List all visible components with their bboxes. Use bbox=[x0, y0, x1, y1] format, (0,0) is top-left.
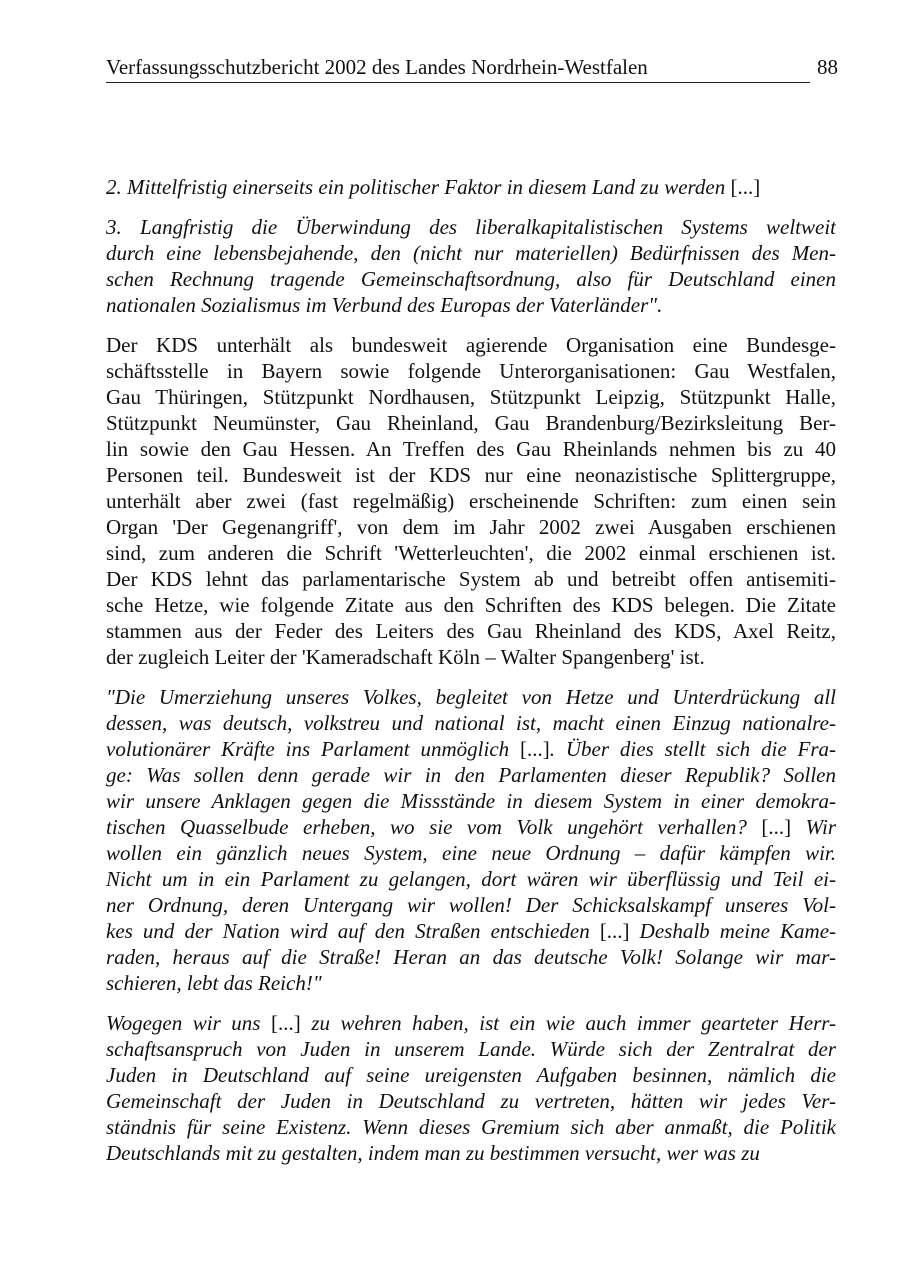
text-line bbox=[106, 1010, 836, 1036]
text-segment: Wir bbox=[791, 815, 836, 839]
text-line bbox=[106, 1036, 836, 1062]
page-header bbox=[106, 54, 838, 84]
text-segment: 2. Mittelfristig einerseits ein politischer Faktor in diesem Land zu werden bbox=[106, 175, 731, 199]
text-segment: durch eine lebensbejahende, den (nicht nur materiellen) Bedürfnissen des Men- bbox=[106, 241, 836, 265]
text-line bbox=[106, 918, 836, 944]
text-segment: schen Rechnung tragende Gemeinschaftsordnung, also für Deutschland einen bbox=[106, 267, 836, 291]
text-segment: ge: Was sollen denn gerade wir in den Parlamenten dieser Republik? Sollen bbox=[106, 763, 836, 787]
text-segment: Der KDS unterhält als bundesweit agierende Organisation eine Bundesge- bbox=[106, 333, 836, 357]
text-segment: nationalen Sozialismus im Verbund des Europas der Vaterländer". bbox=[106, 293, 663, 317]
text-segment: sind, zum anderen die Schrift 'Wetterleuchten', die 2002 einmal erschienen ist. bbox=[106, 541, 836, 565]
text-line bbox=[106, 684, 836, 710]
text-line bbox=[106, 762, 836, 788]
text-segment: dessen, was deutsch, volkstreu und national ist, macht einen Einzug nationalre- bbox=[106, 711, 836, 735]
text-line bbox=[106, 736, 836, 762]
text-line bbox=[106, 1088, 836, 1114]
text-line bbox=[106, 1114, 836, 1140]
ellipsis-marker: [...] bbox=[271, 1011, 301, 1035]
text-segment: Organ 'Der Gegenangriff', von dem im Jahr 2002 zwei Ausgaben erschienen bbox=[106, 515, 836, 539]
text-segment: schaftsanspruch von Juden in unserem Lande. Würde sich der Zentralrat der bbox=[106, 1037, 836, 1061]
text-line bbox=[106, 358, 836, 384]
paragraph bbox=[106, 332, 836, 670]
text-segment: 3. Langfristig die Überwindung des liberalkapitalistischen Systems weltweit bbox=[106, 215, 836, 239]
text-line bbox=[106, 644, 836, 670]
text-line bbox=[106, 332, 836, 358]
text-line bbox=[106, 540, 836, 566]
header-rule bbox=[106, 82, 810, 83]
text-line bbox=[106, 788, 836, 814]
text-segment: raden, heraus auf die Straße! Heran an das deutsche Volk! Solange wir mar- bbox=[106, 945, 836, 969]
text-segment: ner Ordnung, deren Untergang wir wollen! Der Schicksalskampf unseres Vol- bbox=[106, 893, 836, 917]
text-segment: Wogegen wir uns bbox=[106, 1011, 272, 1035]
text-line bbox=[106, 892, 836, 918]
text-line bbox=[106, 566, 836, 592]
text-segment: Personen teil. Bundesweit ist der KDS nur eine neonazistische Splittergruppe, bbox=[106, 463, 836, 487]
text-segment: Gemeinschaft der Juden in Deutschland zu vertreten, hätten wir jedes Ver- bbox=[106, 1089, 836, 1113]
paragraph bbox=[106, 1010, 836, 1166]
paragraph bbox=[106, 174, 836, 200]
text-line bbox=[106, 410, 836, 436]
ellipsis-marker: [...] bbox=[730, 175, 761, 199]
text-line bbox=[106, 174, 836, 200]
text-line bbox=[106, 292, 836, 318]
text-line bbox=[106, 436, 836, 462]
text-line bbox=[106, 1062, 836, 1088]
text-line bbox=[106, 618, 836, 644]
text-line bbox=[106, 710, 836, 736]
text-segment: Der KDS lehnt das parlamentarische System ab und betreibt offen antisemiti- bbox=[106, 567, 836, 591]
text-segment: unterhält aber zwei (fast regelmäßig) erscheinende Schriften: zum einen sein bbox=[106, 489, 836, 513]
text-line bbox=[106, 514, 836, 540]
ellipsis-marker: [...] bbox=[599, 919, 630, 943]
text-line bbox=[106, 462, 836, 488]
text-segment: zu wehren haben, ist ein wie auch immer gearteter Herr- bbox=[300, 1011, 836, 1035]
text-line bbox=[106, 944, 836, 970]
text-line bbox=[106, 840, 836, 866]
paragraph bbox=[106, 684, 836, 996]
text-segment: Nicht um in ein Parlament zu gelangen, dort wären wir überflüssig und Teil ei- bbox=[106, 867, 836, 891]
text-segment: . Über dies stellt sich die Fra- bbox=[549, 737, 836, 761]
text-segment: stammen aus der Feder des Leiters des Gau Rheinland des KDS, Axel Reitz, bbox=[106, 619, 836, 643]
ellipsis-marker: [...] bbox=[761, 815, 792, 839]
text-line bbox=[106, 488, 836, 514]
text-line bbox=[106, 266, 836, 292]
text-segment: lin sowie den Gau Hessen. An Treffen des Gau Rheinlands nehmen bis zu 40 bbox=[106, 437, 836, 461]
text-segment: volutionärer Kräfte ins Parlament unmöglich bbox=[106, 737, 521, 761]
ellipsis-marker: [...] bbox=[520, 737, 550, 761]
text-segment: kes und der Nation wird auf den Straßen entschieden bbox=[106, 919, 600, 943]
page-number: 88 bbox=[817, 55, 838, 79]
text-line bbox=[106, 814, 836, 840]
text-segment: wir unsere Anklagen gegen die Missstände in diesem System in einer demokra- bbox=[106, 789, 836, 813]
text-segment: Stützpunkt Neumünster, Gau Rheinland, Gau Brandenburg/Bezirksleitung Ber- bbox=[106, 411, 836, 435]
document-body bbox=[106, 174, 836, 1180]
header-title: Verfassungsschutzbericht 2002 des Landes Nordrhein-Westfalen bbox=[106, 55, 648, 79]
text-segment: wollen ein gänzlich neues System, eine neue Ordnung – dafür kämpfen wir. bbox=[106, 841, 836, 865]
text-segment: Deshalb meine Kame- bbox=[629, 919, 836, 943]
text-segment: Juden in Deutschland auf seine ureigensten Aufgaben besinnen, nämlich die bbox=[106, 1063, 836, 1087]
text-line bbox=[106, 592, 836, 618]
text-line bbox=[106, 240, 836, 266]
text-segment: schäftsstelle in Bayern sowie folgende Unterorganisationen: Gau Westfalen, bbox=[106, 359, 836, 383]
text-line bbox=[106, 214, 836, 240]
paragraph bbox=[106, 214, 836, 318]
text-segment: Gau Thüringen, Stützpunkt Nordhausen, Stützpunkt Leipzig, Stützpunkt Halle, bbox=[106, 385, 836, 409]
text-segment: ständnis für seine Existenz. Wenn dieses Gremium sich aber anmaßt, die Politik bbox=[106, 1115, 836, 1139]
text-segment: Deutschlands mit zu gestalten, indem man zu bestimmen versucht, wer was zu bbox=[106, 1141, 760, 1165]
text-segment: sche Hetze, wie folgende Zitate aus den Schriften des KDS belegen. Die Zitate bbox=[106, 593, 836, 617]
text-segment: der zugleich Leiter der 'Kameradschaft Köln – Walter Spangenberg' ist. bbox=[106, 645, 705, 669]
text-segment: schieren, lebt das Reich!" bbox=[106, 971, 322, 995]
text-line bbox=[106, 1140, 836, 1166]
text-line bbox=[106, 970, 836, 996]
text-line bbox=[106, 384, 836, 410]
text-line bbox=[106, 866, 836, 892]
text-segment: tischen Quasselbude erheben, wo sie vom Volk ungehört verhallen? bbox=[106, 815, 762, 839]
text-segment: "Die Umerziehung unseres Volkes, begleitet von Hetze und Unterdrückung all bbox=[106, 685, 836, 709]
